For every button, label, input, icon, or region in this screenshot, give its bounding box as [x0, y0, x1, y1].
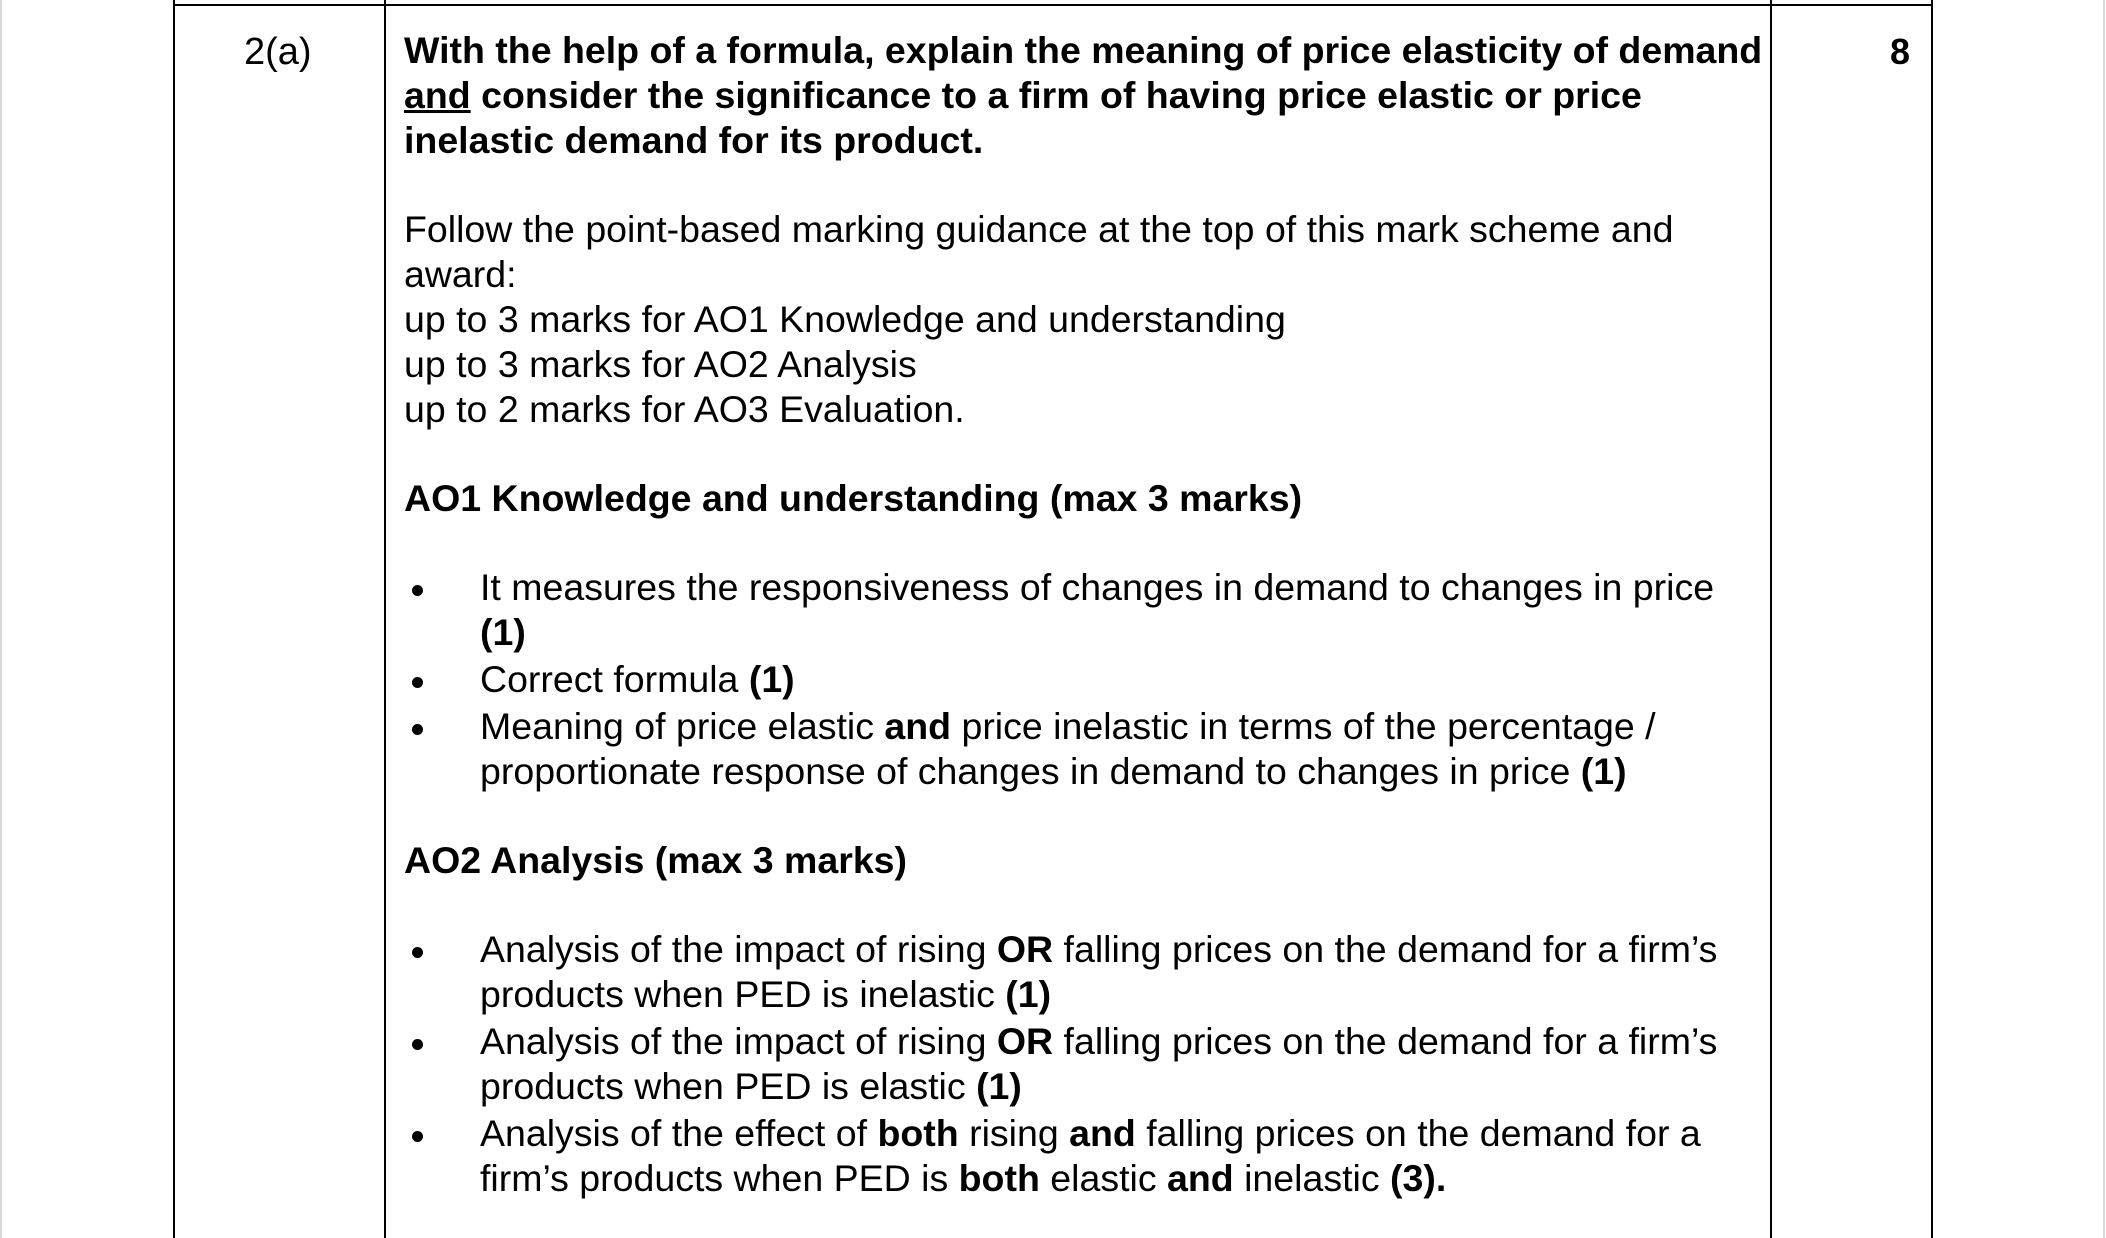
- bullet-icon: [412, 677, 423, 688]
- table-border-question-col: [384, 0, 386, 1238]
- max-marks: 8: [1890, 31, 1911, 72]
- ao1-list: [404, 565, 1764, 794]
- question-underlined-word: and: [404, 74, 471, 116]
- bullet-icon: [412, 947, 423, 958]
- ao2-list: [404, 927, 1764, 1201]
- answer-guidance-cell: [404, 28, 1764, 1201]
- marking-guidance: [404, 207, 1764, 432]
- table-border-right: [1931, 0, 1933, 1238]
- bullet-icon: [412, 1039, 423, 1050]
- question-text: [404, 28, 1764, 163]
- bullet-icon: [412, 1131, 423, 1142]
- page-edge-left: [0, 0, 2, 1238]
- question-text-part1: With the help of a formula, explain the meaning of price elasticity of demand: [404, 29, 1763, 71]
- page-edge-right: [2103, 0, 2105, 1238]
- bullet-icon: [412, 585, 423, 596]
- question-number: 2(a): [244, 31, 312, 73]
- bullet-icon: [412, 724, 423, 735]
- ao2-heading: AO2 Analysis (max 3 marks): [404, 839, 908, 881]
- table-border-marks-col: [1770, 0, 1772, 1238]
- list-item: Correct formula (1): [404, 657, 1764, 702]
- guidance-line: up to 2 marks for AO3 Evaluation.: [404, 388, 965, 430]
- list-item: Analysis of the impact of rising OR falling prices on the demand for a firm’s products when PED is elastic (1): [404, 1019, 1764, 1109]
- question-text-part2: consider the significance to a firm of having price elastic or price inelastic demand for its product.: [404, 74, 1642, 161]
- guidance-line: up to 3 marks for AO1 Knowledge and understanding: [404, 298, 1286, 340]
- list-item: Meaning of price elastic and price inelastic in terms of the percentage / proportionate response of changes in demand to changes in price (1): [404, 704, 1764, 794]
- list-item: Analysis of the effect of both rising and falling prices on the demand for a firm’s products when PED is both elastic and inelastic (3).: [404, 1111, 1764, 1201]
- ao1-heading: AO1 Knowledge and understanding (max 3 marks): [404, 477, 1303, 519]
- table-border-left: [173, 0, 175, 1238]
- guidance-line: up to 3 marks for AO2 Analysis: [404, 343, 917, 385]
- list-item: Analysis of the impact of rising OR falling prices on the demand for a firm’s products when PED is inelastic (1): [404, 927, 1764, 1017]
- table-top-border: [173, 4, 1933, 6]
- list-item: It measures the responsiveness of changes in demand to changes in price (1): [404, 565, 1764, 655]
- guidance-intro: Follow the point-based marking guidance at the top of this mark scheme and award:: [404, 208, 1674, 295]
